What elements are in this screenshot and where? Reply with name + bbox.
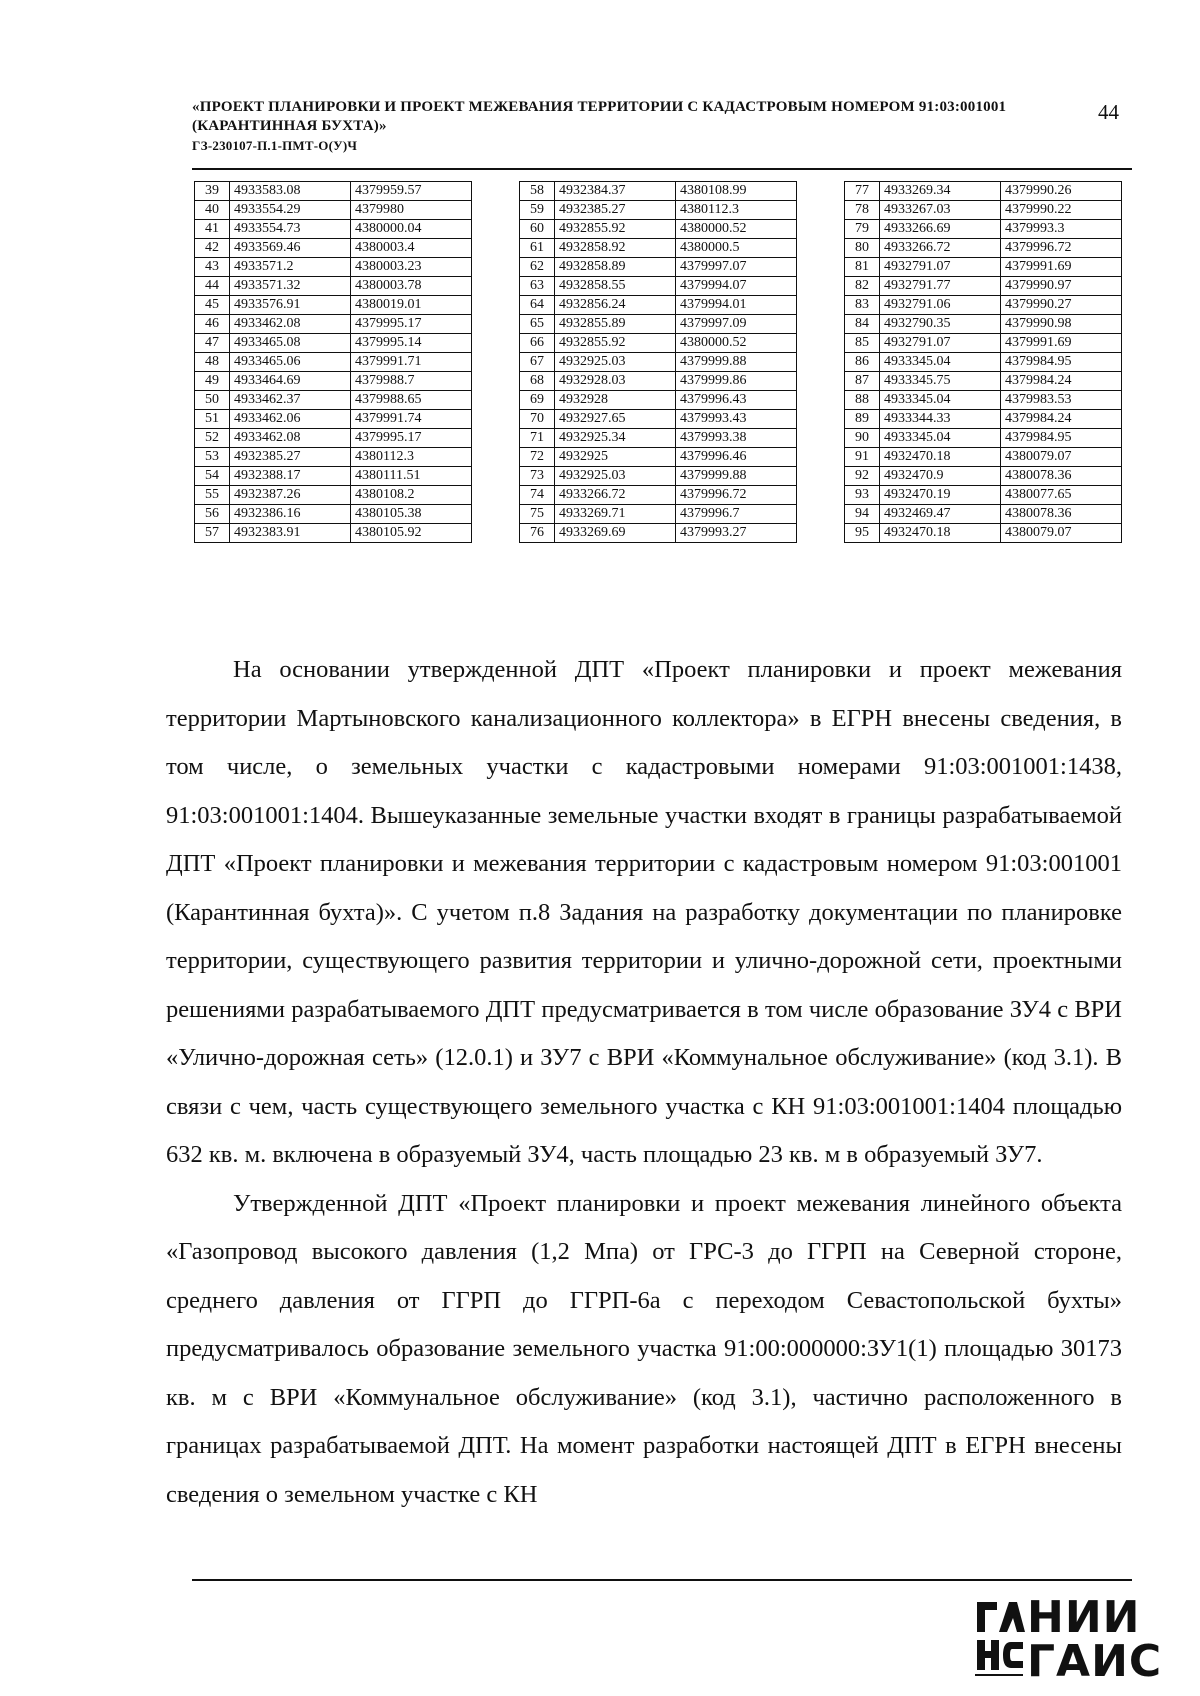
y-coordinate: 4380108.99 — [676, 182, 797, 201]
y-coordinate: 4379996.72 — [1001, 239, 1122, 258]
y-coordinate: 4380000.52 — [676, 220, 797, 239]
x-coordinate: 4933569.46 — [230, 239, 351, 258]
x-coordinate: 4932925.03 — [555, 467, 676, 486]
table-row — [195, 410, 472, 429]
x-coordinate: 4932386.16 — [230, 505, 351, 524]
x-coordinate: 4933269.34 — [880, 182, 1001, 201]
point-number: 64 — [520, 296, 555, 315]
point-number: 74 — [520, 486, 555, 505]
y-coordinate: 4379995.14 — [351, 334, 472, 353]
table-row — [845, 505, 1122, 524]
document-title-line-2: (КАРАНТИННАЯ БУХТА)» — [192, 118, 387, 134]
y-coordinate: 4379990.27 — [1001, 296, 1122, 315]
point-number: 95 — [845, 524, 880, 543]
x-coordinate: 4933465.06 — [230, 353, 351, 372]
point-number: 92 — [845, 467, 880, 486]
point-number: 42 — [195, 239, 230, 258]
y-coordinate: 4380112.3 — [676, 201, 797, 220]
y-coordinate: 4380000.52 — [676, 334, 797, 353]
point-number: 93 — [845, 486, 880, 505]
table-row — [520, 315, 797, 334]
x-coordinate: 4932470.18 — [880, 448, 1001, 467]
point-number: 54 — [195, 467, 230, 486]
point-number: 76 — [520, 524, 555, 543]
x-coordinate: 4932927.65 — [555, 410, 676, 429]
y-coordinate: 4379988.7 — [351, 372, 472, 391]
x-coordinate: 4932856.24 — [555, 296, 676, 315]
y-coordinate: 4380112.3 — [351, 448, 472, 467]
y-coordinate: 4379999.88 — [676, 467, 797, 486]
point-number: 70 — [520, 410, 555, 429]
table-row — [845, 182, 1122, 201]
point-number: 68 — [520, 372, 555, 391]
x-coordinate: 4933465.08 — [230, 334, 351, 353]
y-coordinate: 4380079.07 — [1001, 524, 1122, 543]
x-coordinate: 4933462.06 — [230, 410, 351, 429]
point-number: 61 — [520, 239, 555, 258]
table-row — [195, 182, 472, 201]
point-number: 45 — [195, 296, 230, 315]
point-number: 43 — [195, 258, 230, 277]
logo-text-line-1: НИИ — [1027, 1592, 1141, 1643]
table-row — [520, 524, 797, 543]
y-coordinate: 4379995.17 — [351, 429, 472, 448]
table-row — [520, 505, 797, 524]
point-number: 55 — [195, 486, 230, 505]
x-coordinate: 4933571.32 — [230, 277, 351, 296]
point-number: 48 — [195, 353, 230, 372]
table-row — [845, 258, 1122, 277]
point-number: 53 — [195, 448, 230, 467]
footer-divider — [192, 1579, 1132, 1581]
y-coordinate: 4379983.53 — [1001, 391, 1122, 410]
point-number: 79 — [845, 220, 880, 239]
table-row — [520, 391, 797, 410]
table-row — [520, 467, 797, 486]
x-coordinate: 4933571.2 — [230, 258, 351, 277]
x-coordinate: 4932470.18 — [880, 524, 1001, 543]
y-coordinate: 4379991.69 — [1001, 258, 1122, 277]
x-coordinate: 4933583.08 — [230, 182, 351, 201]
table-row — [845, 296, 1122, 315]
y-coordinate: 4380003.78 — [351, 277, 472, 296]
table-row — [845, 391, 1122, 410]
table-row — [845, 448, 1122, 467]
logo-mark-icon — [975, 1596, 1025, 1678]
point-number: 80 — [845, 239, 880, 258]
y-coordinate: 4379993.38 — [676, 429, 797, 448]
x-coordinate: 4932791.06 — [880, 296, 1001, 315]
y-coordinate: 4380078.36 — [1001, 467, 1122, 486]
y-coordinate: 4379999.86 — [676, 372, 797, 391]
point-number: 77 — [845, 182, 880, 201]
y-coordinate: 4379997.09 — [676, 315, 797, 334]
point-number: 49 — [195, 372, 230, 391]
x-coordinate: 4932791.07 — [880, 334, 1001, 353]
table-row — [520, 372, 797, 391]
point-number: 81 — [845, 258, 880, 277]
point-number: 91 — [845, 448, 880, 467]
y-coordinate: 4379988.65 — [351, 391, 472, 410]
table-row — [195, 429, 472, 448]
document-header — [192, 98, 1122, 155]
y-coordinate: 4379994.01 — [676, 296, 797, 315]
x-coordinate: 4933345.04 — [880, 353, 1001, 372]
table-row — [195, 467, 472, 486]
y-coordinate: 4379990.22 — [1001, 201, 1122, 220]
x-coordinate: 4932470.19 — [880, 486, 1001, 505]
y-coordinate: 4380019.01 — [351, 296, 472, 315]
table-row — [520, 239, 797, 258]
table-row — [520, 448, 797, 467]
point-number: 57 — [195, 524, 230, 543]
x-coordinate: 4932855.92 — [555, 220, 676, 239]
y-coordinate: 4379959.57 — [351, 182, 472, 201]
point-number: 67 — [520, 353, 555, 372]
table-row — [845, 334, 1122, 353]
y-coordinate: 4380003.4 — [351, 239, 472, 258]
table-row — [845, 220, 1122, 239]
table-row — [195, 296, 472, 315]
point-number: 73 — [520, 467, 555, 486]
x-coordinate: 4932858.92 — [555, 239, 676, 258]
x-coordinate: 4933554.73 — [230, 220, 351, 239]
y-coordinate: 4379993.43 — [676, 410, 797, 429]
y-coordinate: 4379991.71 — [351, 353, 472, 372]
point-number: 56 — [195, 505, 230, 524]
point-number: 59 — [520, 201, 555, 220]
y-coordinate: 4380003.23 — [351, 258, 472, 277]
point-number: 46 — [195, 315, 230, 334]
x-coordinate: 4933464.69 — [230, 372, 351, 391]
table-row — [195, 201, 472, 220]
point-number: 66 — [520, 334, 555, 353]
table-row — [845, 315, 1122, 334]
y-coordinate: 4379999.88 — [676, 353, 797, 372]
y-coordinate: 4379993.3 — [1001, 220, 1122, 239]
y-coordinate: 4380000.04 — [351, 220, 472, 239]
x-coordinate: 4932791.77 — [880, 277, 1001, 296]
x-coordinate: 4932384.37 — [555, 182, 676, 201]
y-coordinate: 4379995.17 — [351, 315, 472, 334]
point-number: 62 — [520, 258, 555, 277]
table-row — [195, 448, 472, 467]
table-row — [520, 296, 797, 315]
x-coordinate: 4932791.07 — [880, 258, 1001, 277]
table-row — [845, 201, 1122, 220]
y-coordinate: 4379980 — [351, 201, 472, 220]
y-coordinate: 4379993.27 — [676, 524, 797, 543]
table-row — [845, 524, 1122, 543]
x-coordinate: 4933345.04 — [880, 429, 1001, 448]
table-row — [195, 505, 472, 524]
point-number: 94 — [845, 505, 880, 524]
point-number: 85 — [845, 334, 880, 353]
x-coordinate: 4932387.26 — [230, 486, 351, 505]
x-coordinate: 4932855.92 — [555, 334, 676, 353]
point-number: 84 — [845, 315, 880, 334]
point-number: 86 — [845, 353, 880, 372]
point-number: 60 — [520, 220, 555, 239]
table-row — [520, 258, 797, 277]
paragraph-2: Утвержденной ДПТ «Проект планировки и проект межевания линейного объекта «Газопровод высокого давления (1,2 Мпа) от ГРС-3 до ГГРП на Северной стороне, среднего давления от ГГРП до ГГРП-6а с переходом Севастопольской бухты» предусматривалось образование земельного участка 91:00:000000:ЗУ1(1) площадью 30173 кв. м с ВРИ «Коммунальное обслуживание» (код 3.1), частично расположенного в границах разрабатываемой ДПТ. На момент разработки настоящей ДПТ в ЕГРН внесены сведения о земельном участке с КН — [166, 1189, 1122, 1508]
x-coordinate: 4933462.08 — [230, 429, 351, 448]
point-number: 47 — [195, 334, 230, 353]
body-text — [166, 646, 1122, 1519]
table-row — [195, 353, 472, 372]
x-coordinate: 4933462.08 — [230, 315, 351, 334]
x-coordinate: 4933576.91 — [230, 296, 351, 315]
point-number: 40 — [195, 201, 230, 220]
table-row — [195, 524, 472, 543]
document-title-line-1: «ПРОЕКТ ПЛАНИРОВКИ И ПРОЕКТ МЕЖЕВАНИЯ ТЕРРИТОРИИ С КАДАСТРОВЫМ НОМЕРОМ 91:03:001001 — [192, 99, 1007, 115]
y-coordinate: 4379990.26 — [1001, 182, 1122, 201]
x-coordinate: 4933462.37 — [230, 391, 351, 410]
point-number: 83 — [845, 296, 880, 315]
y-coordinate: 4380079.07 — [1001, 448, 1122, 467]
table-row — [520, 277, 797, 296]
table-row — [520, 334, 797, 353]
table-row — [520, 201, 797, 220]
x-coordinate: 4933344.33 — [880, 410, 1001, 429]
point-number: 39 — [195, 182, 230, 201]
x-coordinate: 4932469.47 — [880, 505, 1001, 524]
table-row — [195, 334, 472, 353]
table-row — [845, 467, 1122, 486]
point-number: 78 — [845, 201, 880, 220]
x-coordinate: 4932858.89 — [555, 258, 676, 277]
table-row — [195, 315, 472, 334]
x-coordinate: 4932925.34 — [555, 429, 676, 448]
table-row — [520, 353, 797, 372]
y-coordinate: 4380111.51 — [351, 467, 472, 486]
x-coordinate: 4933267.03 — [880, 201, 1001, 220]
x-coordinate: 4932928.03 — [555, 372, 676, 391]
y-coordinate: 4379996.72 — [676, 486, 797, 505]
page-number: 44 — [1098, 100, 1119, 124]
y-coordinate: 4379984.95 — [1001, 353, 1122, 372]
table-row — [520, 410, 797, 429]
y-coordinate: 4379991.69 — [1001, 334, 1122, 353]
x-coordinate: 4933345.75 — [880, 372, 1001, 391]
x-coordinate: 4932383.91 — [230, 524, 351, 543]
table-row — [195, 486, 472, 505]
point-number: 41 — [195, 220, 230, 239]
table-row — [520, 182, 797, 201]
x-coordinate: 4932388.17 — [230, 467, 351, 486]
y-coordinate: 4379990.97 — [1001, 277, 1122, 296]
y-coordinate: 4379996.7 — [676, 505, 797, 524]
x-coordinate: 4932790.35 — [880, 315, 1001, 334]
x-coordinate: 4932928 — [555, 391, 676, 410]
point-number: 75 — [520, 505, 555, 524]
point-number: 69 — [520, 391, 555, 410]
table-row — [520, 486, 797, 505]
y-coordinate: 4379994.07 — [676, 277, 797, 296]
y-coordinate: 4380000.5 — [676, 239, 797, 258]
table-row — [845, 429, 1122, 448]
table-row — [845, 410, 1122, 429]
y-coordinate: 4379996.46 — [676, 448, 797, 467]
table-row — [195, 258, 472, 277]
document-code: ГЗ-230107-П.1-ПМТ-О(У)Ч — [192, 138, 358, 153]
point-number: 58 — [520, 182, 555, 201]
paragraph-1: На основании утвержденной ДПТ «Проект планировки и проект межевания территории Мартыновского канализационного коллектора» в ЕГРН внесены сведения, в том числе, о земельных участки с кадастровыми номерами 91:03:001001:1438, 91:03:001001:1404. Вышеуказанные земельные участки входят в границы разрабатываемой ДПТ «Проект планировки и межевания территории с кадастровым номером 91:03:001001 (Карантинная бухта)». С учетом п.8 Задания на разработку документации по планировке территории, существующего развития территории и улично-дорожной сети, проектными решениями разрабатываемого ДПТ предусматривается в том числе образование ЗУ4 с ВРИ «Улично-дорожная сеть» (12.0.1) и ЗУ7 с ВРИ «Коммунальное обслуживание» (код 3.1). В связи с чем, часть существующего земельного участка с КН 91:03:001001:1404 площадью 632 кв. м. включена в образуемый ЗУ4, часть площадью 23 кв. м в образуемый ЗУ7. — [166, 656, 1122, 1168]
table-row — [195, 391, 472, 410]
point-number: 51 — [195, 410, 230, 429]
y-coordinate: 4379984.24 — [1001, 410, 1122, 429]
header-divider — [192, 168, 1132, 170]
company-logo — [975, 1592, 1165, 1688]
x-coordinate: 4933266.72 — [880, 239, 1001, 258]
table-row — [195, 220, 472, 239]
point-number: 88 — [845, 391, 880, 410]
x-coordinate: 4932855.89 — [555, 315, 676, 334]
y-coordinate: 4380105.92 — [351, 524, 472, 543]
table-row — [195, 372, 472, 391]
point-number: 90 — [845, 429, 880, 448]
x-coordinate: 4933554.29 — [230, 201, 351, 220]
y-coordinate: 4379996.43 — [676, 391, 797, 410]
table-row — [520, 220, 797, 239]
x-coordinate: 4933266.72 — [555, 486, 676, 505]
table-row — [520, 429, 797, 448]
table-row — [845, 277, 1122, 296]
y-coordinate: 4379997.07 — [676, 258, 797, 277]
point-number: 82 — [845, 277, 880, 296]
point-number: 89 — [845, 410, 880, 429]
y-coordinate: 4379991.74 — [351, 410, 472, 429]
table-row — [845, 353, 1122, 372]
x-coordinate: 4933269.71 — [555, 505, 676, 524]
table-row — [845, 239, 1122, 258]
point-number: 52 — [195, 429, 230, 448]
x-coordinate: 4932858.55 — [555, 277, 676, 296]
table-row — [195, 277, 472, 296]
point-number: 44 — [195, 277, 230, 296]
x-coordinate: 4932470.9 — [880, 467, 1001, 486]
x-coordinate: 4932925.03 — [555, 353, 676, 372]
x-coordinate: 4933266.69 — [880, 220, 1001, 239]
table-row — [845, 372, 1122, 391]
x-coordinate: 4933345.04 — [880, 391, 1001, 410]
table-row — [195, 239, 472, 258]
y-coordinate: 4379984.95 — [1001, 429, 1122, 448]
point-number: 72 — [520, 448, 555, 467]
table-row — [845, 486, 1122, 505]
y-coordinate: 4379984.24 — [1001, 372, 1122, 391]
point-number: 71 — [520, 429, 555, 448]
y-coordinate: 4380108.2 — [351, 486, 472, 505]
coordinates-table-1 — [194, 181, 472, 543]
x-coordinate: 4933269.69 — [555, 524, 676, 543]
y-coordinate: 4380077.65 — [1001, 486, 1122, 505]
y-coordinate: 4380105.38 — [351, 505, 472, 524]
y-coordinate: 4380078.36 — [1001, 505, 1122, 524]
coordinates-table-2 — [519, 181, 797, 543]
x-coordinate: 4932385.27 — [555, 201, 676, 220]
x-coordinate: 4932925 — [555, 448, 676, 467]
point-number: 50 — [195, 391, 230, 410]
x-coordinate: 4932385.27 — [230, 448, 351, 467]
point-number: 87 — [845, 372, 880, 391]
point-number: 63 — [520, 277, 555, 296]
logo-text-line-2: ГАИС — [1027, 1636, 1163, 1687]
point-number: 65 — [520, 315, 555, 334]
y-coordinate: 4379990.98 — [1001, 315, 1122, 334]
coordinates-table-3 — [844, 181, 1122, 543]
